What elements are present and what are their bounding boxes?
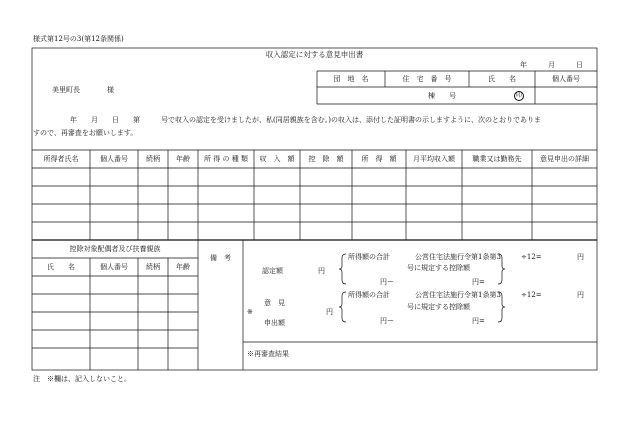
moushide-label: 申出額 [264, 319, 285, 327]
income-total-label-1: 所得額の合計 [348, 253, 390, 261]
dependents-header-name: 氏 名 [47, 263, 75, 271]
deduction-rule-2-line2: 号に規定する控除額 [407, 303, 470, 311]
nintei-label: 認定額 [262, 267, 283, 275]
result-yen-2: 円 [577, 291, 584, 299]
income-header-id: 個人番号 [100, 155, 128, 163]
yen-minus-2: 円ー [380, 317, 394, 325]
addressee-office: 美里町長 [52, 86, 80, 94]
date-month: 月 [548, 61, 555, 69]
result-yen-1: 円 [577, 253, 584, 261]
income-header-income: 所 得 額 [361, 155, 397, 163]
footnote: 注 ※欄は、記入しないこと。 [33, 375, 131, 383]
applicant-id-label: 個人番号 [552, 75, 580, 83]
income-header-name: 所得者氏名 [43, 155, 79, 163]
income-header-monthly: 月平均収入額 [413, 155, 455, 163]
deduction-rule-1-line2: 号に規定する控除額 [407, 264, 470, 272]
dependents-header-age: 年齢 [176, 263, 190, 271]
divide-12-2: ÷12= [521, 291, 542, 299]
income-header-occupation: 職業又は勤務先 [472, 155, 522, 163]
danchi-label: 団 地 名 [333, 75, 369, 83]
applicant-name-label: 氏 名 [488, 75, 516, 83]
date-year: 年 [520, 61, 527, 69]
form-number-label: 様式第12号の3(第12条関係) [33, 35, 124, 43]
dependents-header-relation: 続柄 [146, 263, 160, 271]
dependents-header-id: 個人番号 [100, 263, 128, 271]
date-day: 日 [576, 61, 583, 69]
iken-mark: ※ [247, 308, 253, 316]
tou-label: 棟 号 [428, 92, 456, 100]
income-header-deduction: 控 除 額 [308, 155, 344, 163]
income-header-revenue: 収 入 額 [259, 155, 295, 163]
body-text-line2: すので、再審査をお願いします。 [33, 129, 138, 137]
nintei-yen: 円 [318, 267, 325, 275]
remarks-label: 備 考 [210, 254, 231, 262]
income-total-label-2: 所得額の合計 [348, 291, 390, 299]
deduction-rule-1-line1: 公営住宅法施行令第1条第3 [415, 253, 501, 261]
income-header-relation: 続柄 [146, 155, 160, 163]
income-header-type: 所 得 の 種 類 [204, 155, 248, 163]
jutaku-number-label: 住 宅 番 号 [402, 75, 452, 83]
body-text-line1: 年 月 日 第 号で収入の認定を受けましたが、私(同居親族を含む。)の収入は、添付した証明書の示しますように、次のとおりでありま [70, 116, 541, 124]
yen-equals-2: 円= [472, 317, 485, 325]
seal-mark: 印 [515, 92, 522, 99]
reexam-label: ※再審査結果 [247, 350, 289, 358]
divide-12-1: ÷12= [521, 253, 542, 261]
form-title: 収入認定に対する意見申出書 [265, 50, 364, 59]
yen-minus-1: 円ー [380, 278, 394, 286]
addressee-honorific: 様 [107, 86, 114, 94]
income-header-age: 年齢 [176, 155, 190, 163]
income-header-detail: 意見申出の詳細 [540, 155, 589, 163]
iken-label: 意 見 [264, 299, 285, 307]
iken-yen: 円 [326, 308, 333, 316]
dependents-title: 控除対象配偶者及び扶養親族 [69, 245, 161, 253]
deduction-rule-2-line1: 公営住宅法施行令第1条第3 [415, 291, 501, 299]
yen-equals-1: 円= [472, 278, 485, 286]
